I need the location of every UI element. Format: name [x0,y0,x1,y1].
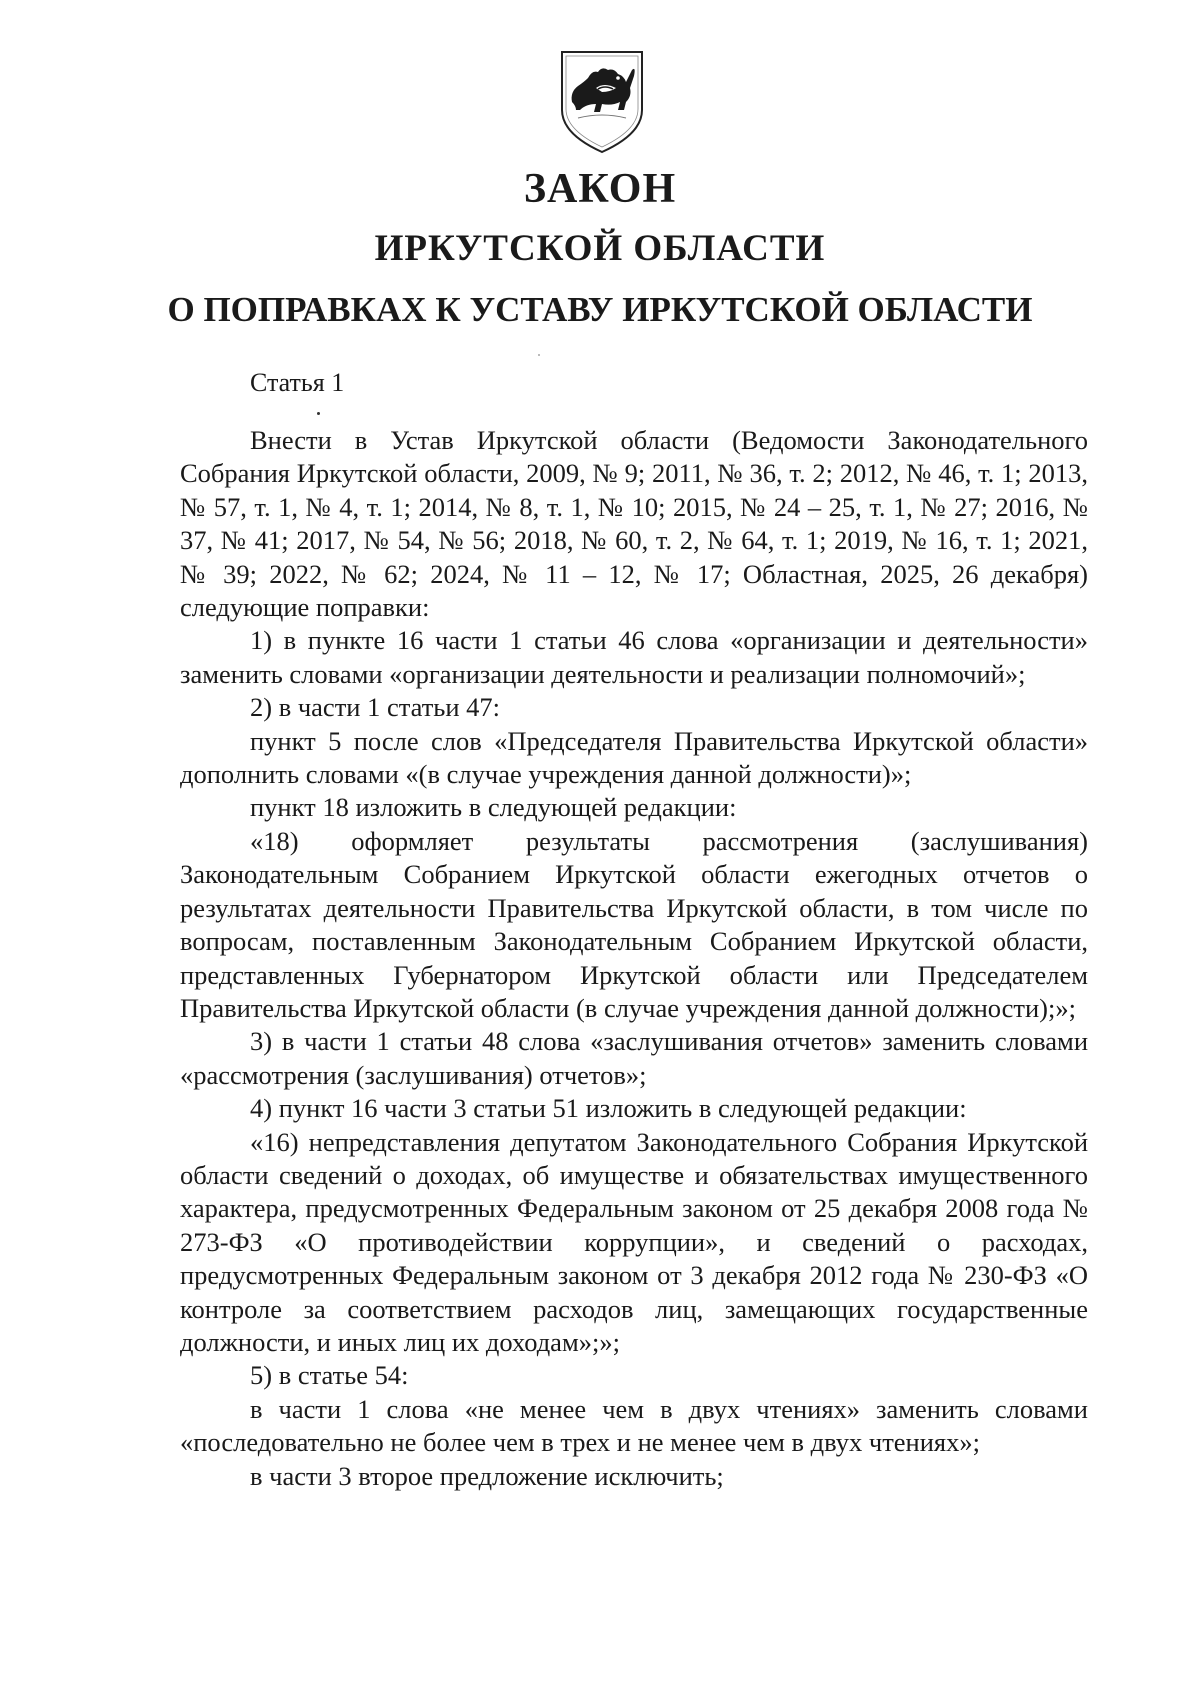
article-paragraph: 4) пункт 16 части 3 статьи 51 изложить в следующей редакции: [250,1093,967,1124]
article-paragraph: в части 1 слова «не менее чем в двух чтениях» заменить словами «последовательно не более чем в трех и не менее чем в двух чтениях»; [180,1393,1088,1458]
article-paragraph: пункт 5 после слов «Председателя Правительства Иркутской области» дополнить словами «(в случае учреждения данной должности)»; [180,725,1088,790]
article-paragraph: «16) непредставления депутатом Законодательного Собрания Иркутской области сведений о доходах, об имуществе и обязательствах имущественного характера, предусмотренных Федеральным законом от 25 декабря 2008 года № 273-ФЗ «О противодействии коррупции», и сведений о расходах, предусмотренных Федеральным законом от 3 декабря 2012 года № 230-ФЗ «О контроле за соответствием расходов лиц, замещающих государственные должности, и иных лиц их доходам»;»; [180,1126,1088,1357]
article-paragraph: 3) в части 1 статьи 48 слова «заслушивания отчетов» заменить словами «рассмотрения (заслушивания) отчетов»; [180,1026,1088,1090]
article-paragraph: 5) в статье 54: [250,1360,409,1391]
article-paragraph: в части 3 второе предложение исключить; [250,1460,724,1491]
article-paragraph: Внести в Устав Иркутской области (Ведомости Законодательного Собрания Иркутской области, 2009, № 9; 2011, № 36, т. 2; 2012, № 46, т. 1; 2013, № 57, т. 1, № 4, т. 1; 2014, № 8, т. 1, № 10; 2015, № 24 – 25, т. 1, № 27; 2016, № 37, № 41; 2017, № 54, № 56; 2018, № 60, т. 2, № 64, т. 1; 2019, № 16, т. 1; 2021, № 39; 2022, № 62; 2024, № 11 – 12, № 17; Областная, 2025, 26 декабря) следующие поправки: [180,425,1088,623]
law-title: ЗАКОН [523,166,677,212]
article-paragraph: «18) оформляет результаты рассмотрения (заслушивания) Законодательным Собранием Иркутской области ежегодных отчетов о результатах деятельности Правительства Иркутской области, в том числе по вопросам, поставленным Законодательным Собранием Иркутской области, представленных Губернатором Иркутской области или Председателем Правительства Иркутской области (в случае учреждения данной должности);»; [180,825,1088,1023]
article-heading: Статья 1 [250,368,345,397]
article-body [180,424,1088,1493]
region-title: ИРКУТСКОЙ ОБЛАСТИ [374,228,826,269]
scan-speck [538,354,540,356]
article-paragraph: 1) в пункте 16 части 1 статьи 46 слова «организации и деятельности» заменить словами «организации деятельности и реализации полномочий»; [180,625,1088,689]
coat-of-arms-icon [558,48,646,156]
scan-dot [317,412,320,415]
article-paragraph: пункт 18 изложить в следующей редакции: [250,792,737,823]
law-subject-title: О ПОПРАВКАХ К УСТАВУ ИРКУТСКОЙ ОБЛАСТИ [167,290,1033,329]
article-paragraph: 2) в части 1 статьи 47: [250,692,501,723]
